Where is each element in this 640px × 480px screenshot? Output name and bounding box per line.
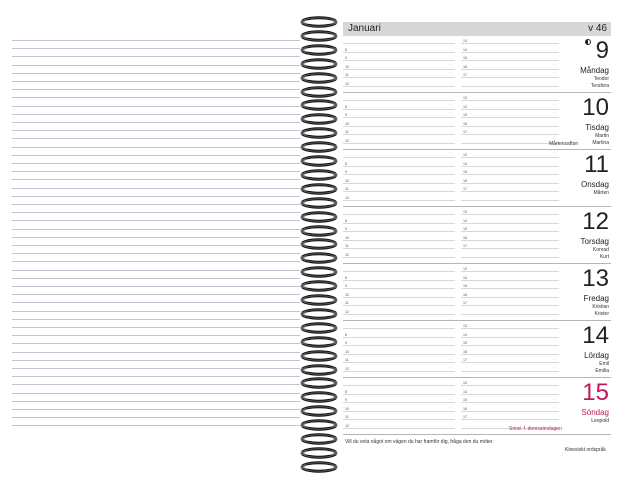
hour-line — [461, 117, 559, 118]
spiral-coil — [298, 85, 340, 99]
hour-line — [461, 305, 559, 306]
name-day: Kurt — [599, 254, 609, 260]
hour-line — [343, 385, 455, 386]
note-line — [12, 360, 300, 361]
hour-line — [343, 117, 455, 118]
spiral-coil — [298, 237, 340, 251]
note-line — [12, 294, 300, 295]
spiral-coil — [298, 224, 340, 238]
hour-line — [343, 143, 455, 144]
note-line — [12, 270, 300, 271]
hour-line — [343, 200, 455, 201]
weekday-name: Tisdag — [585, 123, 609, 132]
hour-label: 17 — [463, 244, 467, 249]
hour-label: 13 — [463, 210, 467, 214]
holiday-note: Mårtensafton — [549, 141, 579, 147]
hour-line — [461, 174, 559, 175]
day-number: 9 — [595, 37, 609, 64]
day-number: 10 — [582, 94, 609, 121]
hour-line — [461, 52, 559, 53]
hour-line — [343, 60, 455, 61]
hour-label: 10 — [345, 349, 349, 354]
spiral-coil — [298, 112, 340, 126]
hour-line — [461, 271, 559, 272]
hour-label: 13 — [463, 39, 467, 43]
hour-line — [343, 297, 455, 298]
note-line — [12, 40, 300, 41]
hour-label: 8 — [345, 161, 347, 166]
spiral-coil — [298, 126, 340, 140]
note-line — [12, 89, 300, 90]
name-day: Martina — [592, 140, 609, 146]
hour-line — [461, 157, 559, 158]
note-line — [12, 155, 300, 156]
hour-line — [343, 109, 455, 110]
hour-label: 9 — [345, 170, 347, 175]
spiral-coil — [298, 57, 340, 71]
day-block — [343, 207, 611, 264]
hour-line — [343, 362, 455, 363]
quote-source: Kinesiskt ordspråk — [565, 447, 606, 453]
note-line — [12, 138, 300, 139]
hour-label: 13 — [463, 381, 467, 385]
spiral-coil — [298, 349, 340, 363]
note-line — [12, 114, 300, 115]
day-number: 15 — [582, 379, 609, 406]
month-name: Januari — [348, 23, 381, 34]
hour-line — [343, 337, 455, 338]
hour-line — [343, 52, 455, 53]
footer-quote: Vill du veta något om vägen du har framför dig, fråga den du möter. — [345, 439, 494, 445]
day-number: 13 — [582, 265, 609, 292]
hour-line — [343, 354, 455, 355]
hour-label: 15 — [463, 398, 467, 403]
hour-line — [461, 257, 559, 258]
hour-label: 14 — [463, 104, 467, 109]
note-line — [12, 106, 300, 107]
spiral-coil — [298, 168, 340, 182]
hour-line — [461, 345, 559, 346]
hour-line — [343, 166, 455, 167]
hour-line — [461, 354, 559, 355]
hour-label: 10 — [345, 64, 349, 69]
note-line — [12, 327, 300, 328]
note-line — [12, 368, 300, 369]
spiral-coil — [298, 363, 340, 377]
note-line — [12, 163, 300, 164]
spiral-coil — [298, 251, 340, 265]
notes-page — [0, 0, 310, 480]
hour-label: 9 — [345, 113, 347, 118]
hour-line — [461, 362, 559, 363]
name-day: Martin — [595, 133, 609, 139]
hour-label: 16 — [463, 406, 467, 411]
hour-line — [461, 314, 559, 315]
hour-label: 16 — [463, 64, 467, 69]
spiral-coil — [298, 210, 340, 224]
note-line — [12, 229, 300, 230]
spiral-coil — [298, 15, 340, 29]
hour-label: 15 — [463, 341, 467, 346]
hour-label: 16 — [463, 178, 467, 183]
hour-label: 17 — [463, 130, 467, 135]
hour-line — [461, 231, 559, 232]
note-line — [12, 220, 300, 221]
hour-line — [461, 200, 559, 201]
hour-line — [461, 394, 559, 395]
note-line — [12, 319, 300, 320]
weekday-name: Fredag — [583, 294, 609, 303]
note-line — [12, 48, 300, 49]
note-line — [12, 401, 300, 402]
note-line — [12, 393, 300, 394]
note-line — [12, 253, 300, 254]
hour-line — [343, 314, 455, 315]
hour-line — [343, 183, 455, 184]
weekday-name: Lördag — [584, 351, 609, 360]
day-separator — [343, 434, 611, 435]
hour-line — [343, 191, 455, 192]
hour-label: 14 — [463, 218, 467, 223]
hour-label: 8 — [345, 275, 347, 280]
hour-line — [343, 248, 455, 249]
hour-line — [461, 419, 559, 420]
hour-line — [461, 328, 559, 329]
spiral-coil — [298, 446, 340, 460]
name-day: Teodora — [590, 83, 609, 89]
hour-label: 8 — [345, 218, 347, 223]
hour-line — [343, 214, 455, 215]
hour-line — [461, 109, 559, 110]
hour-label: 17 — [463, 73, 467, 78]
hour-label: 13 — [463, 324, 467, 328]
hour-label: 13 — [463, 267, 467, 271]
note-line — [12, 352, 300, 353]
day-number: 14 — [582, 322, 609, 349]
hour-line — [343, 231, 455, 232]
note-line — [12, 261, 300, 262]
hour-line — [343, 240, 455, 241]
weekday-name: Söndag — [581, 408, 609, 417]
hour-label: 11 — [345, 244, 349, 249]
note-line — [12, 384, 300, 385]
spiral-coil — [298, 140, 340, 154]
hour-line — [343, 126, 455, 127]
hour-line — [461, 337, 559, 338]
hour-line — [343, 428, 455, 429]
note-line — [12, 335, 300, 336]
note-line — [12, 278, 300, 279]
hour-label: 14 — [463, 47, 467, 52]
spiral-coil — [298, 307, 340, 321]
hour-line — [461, 371, 559, 372]
spiral-coil — [298, 432, 340, 446]
hour-line — [461, 43, 559, 44]
note-line — [12, 188, 300, 189]
hour-label: 16 — [463, 292, 467, 297]
hour-line — [461, 411, 559, 412]
hour-label: 15 — [463, 284, 467, 289]
week-number: v 46 — [588, 23, 607, 34]
spiral-coil — [298, 460, 340, 474]
name-day: Emilia — [595, 368, 609, 374]
spiral-coil — [298, 335, 340, 349]
hour-line — [461, 280, 559, 281]
hour-line — [343, 157, 455, 158]
hour-label: 16 — [463, 349, 467, 354]
weekday-name: Onsdag — [580, 180, 609, 189]
spiral-coil — [298, 43, 340, 57]
spiral-coil — [298, 390, 340, 404]
hour-line — [461, 86, 559, 87]
hour-line — [461, 77, 559, 78]
hour-line — [343, 419, 455, 420]
hour-label: 16 — [463, 235, 467, 240]
spiral-coil — [298, 321, 340, 335]
note-line — [12, 212, 300, 213]
note-line — [12, 122, 300, 123]
day-block — [343, 378, 611, 435]
note-line — [12, 147, 300, 148]
note-line — [12, 196, 300, 197]
hour-label: 11 — [345, 187, 349, 192]
hour-label: 12 — [345, 139, 349, 143]
hour-label: 8 — [345, 389, 347, 394]
holiday-note: Sönd. f. domssöndagen — [509, 426, 562, 432]
hour-label: 9 — [345, 284, 347, 289]
hour-label: 12 — [345, 310, 349, 314]
hour-line — [343, 257, 455, 258]
hour-line — [461, 69, 559, 70]
hour-line — [343, 288, 455, 289]
hour-line — [461, 166, 559, 167]
hour-label: 15 — [463, 56, 467, 61]
name-day: Konrad — [592, 247, 609, 253]
hour-label: 17 — [463, 301, 467, 306]
hour-line — [343, 100, 455, 101]
hour-label: 10 — [345, 235, 349, 240]
note-line — [12, 302, 300, 303]
hour-label: 12 — [345, 82, 349, 86]
weekday-name: Måndag — [580, 66, 609, 75]
note-line — [12, 425, 300, 426]
spiral-coil — [298, 265, 340, 279]
hour-label: 11 — [345, 130, 349, 135]
hour-label: 11 — [345, 73, 349, 78]
hour-label: 12 — [345, 253, 349, 257]
note-line — [12, 204, 300, 205]
hour-line — [461, 223, 559, 224]
hour-label: 13 — [463, 153, 467, 157]
spiral-coil — [298, 29, 340, 43]
hour-label: 9 — [345, 341, 347, 346]
month-header-bar — [343, 22, 611, 36]
hour-line — [343, 174, 455, 175]
hour-line — [343, 43, 455, 44]
hour-line — [461, 248, 559, 249]
hour-line — [343, 86, 455, 87]
hour-label: 14 — [463, 275, 467, 280]
hour-label: 8 — [345, 332, 347, 337]
hour-label: 15 — [463, 170, 467, 175]
spiral-binding — [298, 15, 340, 475]
spiral-coil — [298, 376, 340, 390]
weekday-name: Torsdag — [580, 237, 609, 246]
spiral-coil — [298, 404, 340, 418]
hour-line — [461, 214, 559, 215]
name-day: Mårten — [593, 190, 609, 196]
hour-line — [343, 223, 455, 224]
hour-line — [461, 143, 559, 144]
note-line — [12, 130, 300, 131]
spiral-coil — [298, 71, 340, 85]
note-line — [12, 171, 300, 172]
hour-label: 10 — [345, 178, 349, 183]
hour-label: 9 — [345, 227, 347, 232]
note-line — [12, 237, 300, 238]
hour-line — [461, 385, 559, 386]
note-line — [12, 179, 300, 180]
hour-line — [461, 134, 559, 135]
hour-label: 17 — [463, 415, 467, 420]
note-line — [12, 311, 300, 312]
hour-line — [343, 371, 455, 372]
note-line — [12, 409, 300, 410]
note-line — [12, 56, 300, 57]
hour-label: 12 — [345, 424, 349, 428]
hour-label: 11 — [345, 301, 349, 306]
spiral-coil — [298, 98, 340, 112]
hour-label: 10 — [345, 406, 349, 411]
hour-label: 11 — [345, 358, 349, 363]
hour-line — [343, 411, 455, 412]
name-day: Krister — [594, 311, 609, 317]
note-line — [12, 73, 300, 74]
name-day: Leopold — [591, 418, 609, 424]
note-line — [12, 343, 300, 344]
hour-line — [461, 402, 559, 403]
hour-line — [343, 402, 455, 403]
hour-label: 8 — [345, 47, 347, 52]
note-line — [12, 245, 300, 246]
hour-line — [343, 134, 455, 135]
hour-line — [461, 60, 559, 61]
hour-line — [343, 305, 455, 306]
name-day: Emil — [599, 361, 609, 367]
hour-label: 10 — [345, 121, 349, 126]
hour-line — [461, 126, 559, 127]
hour-line — [461, 183, 559, 184]
spiral-coil — [298, 418, 340, 432]
hour-label: 16 — [463, 121, 467, 126]
hour-line — [461, 288, 559, 289]
spiral-coil — [298, 279, 340, 293]
hour-label: 11 — [345, 415, 349, 420]
hour-label: 17 — [463, 187, 467, 192]
hour-label: 8 — [345, 104, 347, 109]
hour-line — [343, 69, 455, 70]
hour-label: 14 — [463, 332, 467, 337]
day-block — [343, 150, 611, 207]
hour-line — [461, 191, 559, 192]
note-line — [12, 65, 300, 66]
spiral-coil — [298, 182, 340, 196]
spiral-coil — [298, 154, 340, 168]
hour-label: 17 — [463, 358, 467, 363]
day-block — [343, 36, 611, 93]
note-line — [12, 417, 300, 418]
hour-line — [343, 394, 455, 395]
spiral-coil — [298, 293, 340, 307]
hour-line — [461, 240, 559, 241]
day-number: 12 — [582, 208, 609, 235]
hour-label: 9 — [345, 56, 347, 61]
spiral-coil — [298, 196, 340, 210]
note-line — [12, 97, 300, 98]
note-line — [12, 81, 300, 82]
hour-label: 15 — [463, 113, 467, 118]
note-line — [12, 286, 300, 287]
note-line — [12, 376, 300, 377]
day-block — [343, 93, 611, 150]
hour-label: 9 — [345, 398, 347, 403]
day-block — [343, 264, 611, 321]
day-number: 11 — [584, 151, 609, 178]
hour-line — [343, 328, 455, 329]
name-day: Teodor — [593, 76, 609, 82]
hour-line — [343, 280, 455, 281]
name-day: Kristian — [592, 304, 609, 310]
hour-label: 12 — [345, 196, 349, 200]
hour-label: 12 — [345, 367, 349, 371]
day-block — [343, 321, 611, 378]
hour-label: 15 — [463, 227, 467, 232]
hour-line — [461, 297, 559, 298]
hour-label: 14 — [463, 389, 467, 394]
hour-label: 13 — [463, 96, 467, 100]
hour-line — [343, 77, 455, 78]
hour-line — [343, 345, 455, 346]
hour-line — [343, 271, 455, 272]
hour-line — [461, 100, 559, 101]
hour-label: 10 — [345, 292, 349, 297]
hour-label: 14 — [463, 161, 467, 166]
